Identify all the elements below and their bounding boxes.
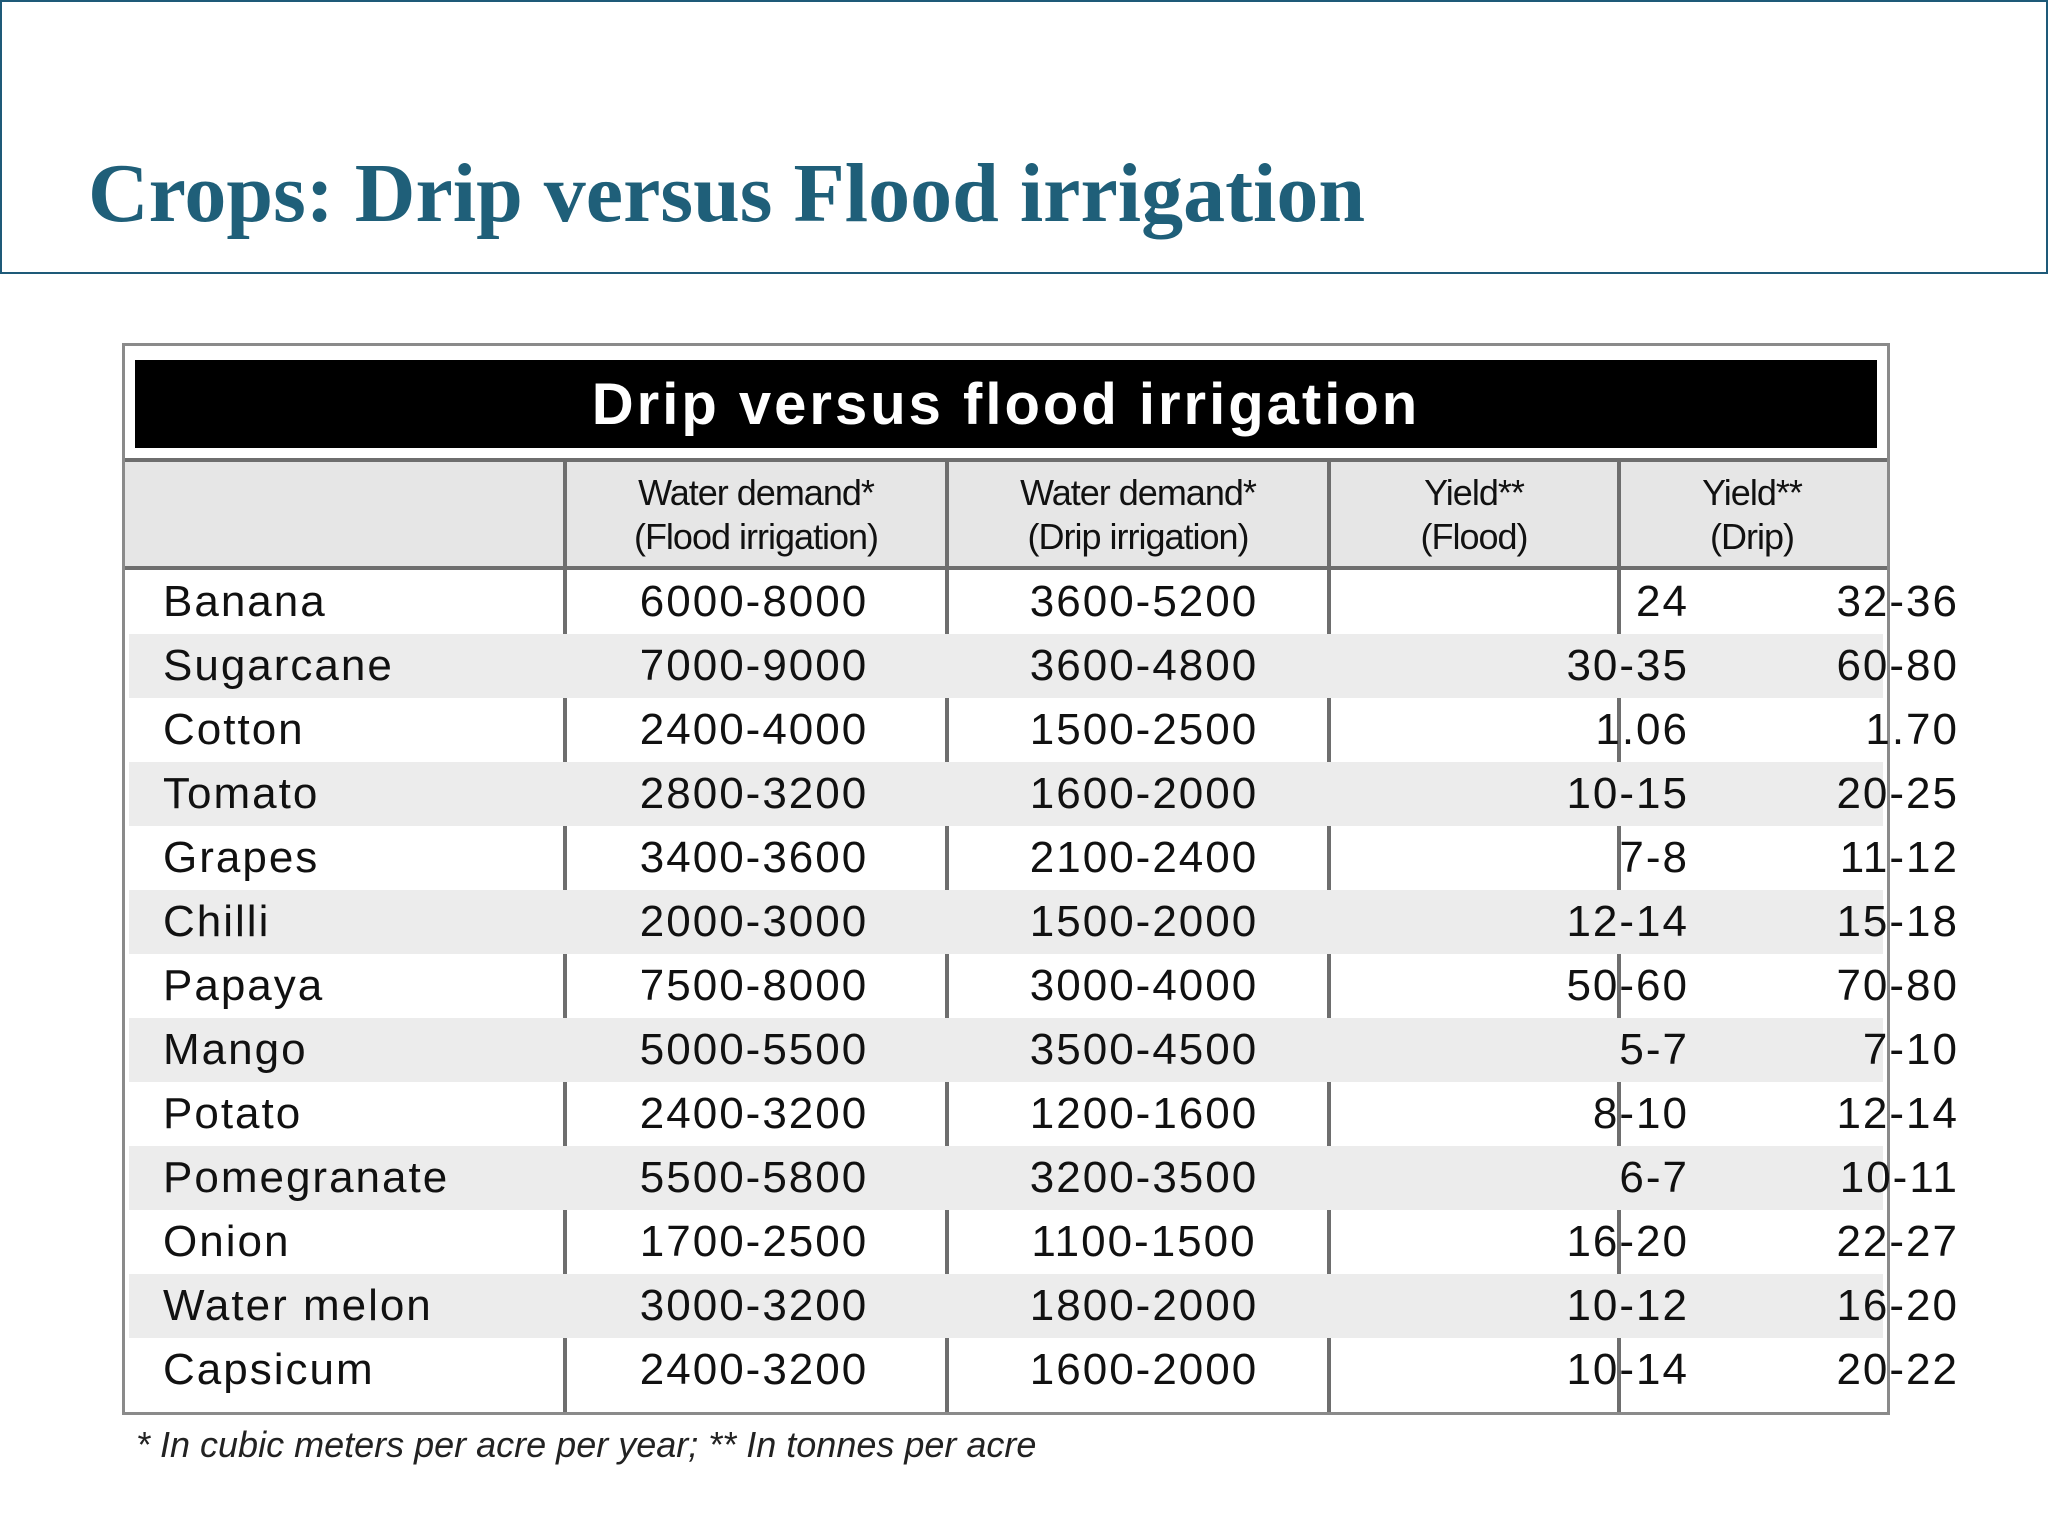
yield-flood-value: 6-7 (1619, 1153, 1689, 1202)
table-row (129, 1338, 1959, 1402)
water-drip-value: 1600-2000 (1029, 769, 1259, 818)
water-drip-value: 1100-1500 (1031, 1217, 1257, 1266)
crop-name: Water melon (163, 1281, 433, 1330)
table-row (129, 1210, 1959, 1274)
header-crop (129, 468, 563, 562)
crop-name: Chilli (163, 897, 271, 946)
yield-drip-value: 20-25 (1836, 769, 1959, 818)
water-flood-value: 7500-8000 (639, 961, 869, 1010)
header-water-drip (949, 468, 1327, 562)
crop-name: Potato (163, 1089, 303, 1138)
slide-title: Crops: Drip versus Flood irrigation (88, 147, 1366, 240)
yield-flood-value: 10-15 (1566, 769, 1689, 818)
water-drip-value: 1500-2500 (1029, 705, 1259, 754)
header-line: (Drip irrigation) (1027, 516, 1249, 557)
header-line: Water demand* (1020, 472, 1256, 513)
water-flood-value: 2000-3000 (639, 897, 869, 946)
table-row (129, 1146, 1959, 1210)
yield-drip-value: 70-80 (1836, 961, 1959, 1010)
water-flood-value: 2400-3200 (639, 1345, 869, 1394)
water-drip-value: 1500-2000 (1029, 897, 1259, 946)
yield-drip-value: 1.70 (1865, 705, 1959, 754)
table-row (129, 890, 1959, 954)
crop-name: Papaya (163, 961, 325, 1010)
yield-flood-value: 30-35 (1566, 641, 1689, 690)
crop-name: Pomegranate (163, 1153, 450, 1202)
header-yield-flood (1331, 468, 1617, 562)
table-row (129, 634, 1959, 698)
crop-name: Mango (163, 1025, 308, 1074)
header-line: Yield** (1424, 472, 1524, 513)
table-row (129, 1082, 1959, 1146)
table-row (129, 762, 1959, 826)
water-drip-value: 3600-5200 (1029, 577, 1259, 626)
yield-flood-value: 1.06 (1595, 705, 1689, 754)
yield-drip-value: 15-18 (1836, 897, 1959, 946)
crop-name: Banana (163, 577, 327, 626)
table-banner: Drip versus flood irrigation (135, 360, 1877, 448)
irrigation-table (122, 343, 1959, 1415)
water-flood-value: 5500-5800 (639, 1153, 869, 1202)
table-row (129, 1018, 1959, 1082)
water-drip-value: 3200-3500 (1029, 1153, 1259, 1202)
water-drip-value: 3500-4500 (1029, 1025, 1259, 1074)
header-line: (Flood) (1420, 516, 1528, 557)
water-flood-value: 2800-3200 (639, 769, 869, 818)
yield-flood-value: 5-7 (1619, 1025, 1689, 1074)
yield-flood-value: 24 (1636, 577, 1689, 626)
water-flood-value: 7000-9000 (639, 641, 869, 690)
crop-name: Capsicum (163, 1345, 375, 1394)
header-water-flood (567, 468, 945, 562)
water-drip-value: 1200-1600 (1029, 1089, 1259, 1138)
table-row (129, 826, 1959, 890)
yield-drip-value: 20-22 (1836, 1345, 1959, 1394)
table-row (129, 954, 1959, 1018)
yield-drip-value: 32-36 (1836, 577, 1959, 626)
crop-name: Tomato (163, 769, 320, 818)
header-line: (Drip) (1710, 516, 1794, 557)
water-drip-value: 2100-2400 (1029, 833, 1259, 882)
header-line: Water demand* (638, 472, 874, 513)
yield-drip-value: 60-80 (1836, 641, 1959, 690)
crop-name: Sugarcane (163, 641, 394, 690)
yield-flood-value: 7-8 (1619, 833, 1689, 882)
water-flood-value: 3000-3200 (639, 1281, 869, 1330)
title-box (0, 0, 2048, 274)
water-drip-value: 3000-4000 (1029, 961, 1259, 1010)
yield-drip-value: 16-20 (1836, 1281, 1959, 1330)
yield-flood-value: 10-12 (1566, 1281, 1689, 1330)
yield-drip-value: 11-12 (1839, 833, 1959, 882)
water-flood-value: 1700-2500 (639, 1217, 869, 1266)
water-flood-value: 3400-3600 (639, 833, 869, 882)
yield-flood-value: 12-14 (1566, 897, 1689, 946)
header-line: (Flood irrigation) (633, 516, 879, 557)
water-drip-value: 3600-4800 (1029, 641, 1259, 690)
table-row (129, 570, 1959, 634)
crop-name: Onion (163, 1217, 291, 1266)
yield-flood-value: 50-60 (1566, 961, 1689, 1010)
yield-drip-value: 7-10 (1862, 1025, 1959, 1074)
water-drip-value: 1600-2000 (1029, 1345, 1259, 1394)
water-flood-value: 2400-3200 (639, 1089, 869, 1138)
yield-drip-value: 22-27 (1836, 1217, 1959, 1266)
water-flood-value: 5000-5500 (639, 1025, 869, 1074)
water-drip-value: 1800-2000 (1029, 1281, 1259, 1330)
yield-drip-value: 10-11 (1839, 1153, 1959, 1202)
table-row (129, 698, 1959, 762)
yield-flood-value: 10-14 (1566, 1345, 1689, 1394)
header-yield-drip (1621, 468, 1883, 562)
yield-flood-value: 16-20 (1566, 1217, 1689, 1266)
water-flood-value: 2400-4000 (639, 705, 869, 754)
crop-name: Grapes (163, 833, 320, 882)
header-line: Yield** (1702, 472, 1802, 513)
yield-drip-value: 12-14 (1836, 1089, 1959, 1138)
water-flood-value: 6000-8000 (639, 577, 869, 626)
table-footnote: * In cubic meters per acre per year; ** In tonnes per acre (136, 1424, 1037, 1465)
yield-flood-value: 8-10 (1592, 1089, 1689, 1138)
table-row (129, 1274, 1959, 1338)
crop-name: Cotton (163, 705, 305, 754)
